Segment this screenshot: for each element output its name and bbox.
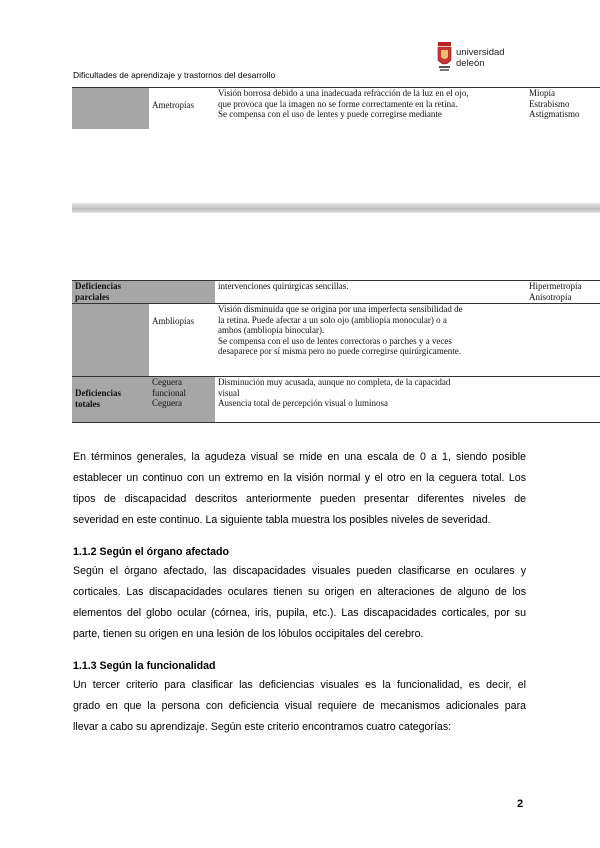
table-top [72,88,600,129]
paragraph-line: Según el órgano afectado, las discapacidades visuales pueden clasificarse en oculares y [73,565,526,577]
examples-cell [526,88,600,129]
category-cell [72,281,149,304]
type-line: Ceguera [152,398,182,408]
paragraph-line: tipos de discapacidad descritos anteriormente pueden presentar diferentes niveles de [73,493,526,505]
description-line: Visión borrosa debido a una inadecuada refracción de la luz en el ojo, [218,88,469,98]
paragraph-line: Un tercer criterio para clasificar las deficiencias visuales es la funcionalidad, es decir, el [73,679,526,691]
examples-cell [526,304,600,377]
description-line: que provoca que la imagen no se forme correctamente en la retina. [218,98,458,109]
examples-cell [526,377,600,423]
description-line: intervenciones quirúrgicas sencillas. [218,281,349,291]
table-bottom [72,280,600,422]
category-line: Deficiencias [75,281,121,291]
description-line: Visión disminuida que se origina por una imperfecta sensibilidad de [218,304,463,314]
description-line: Se compensa con el uso de lentes y puede corregirse mediante [218,109,442,119]
category-cell [72,88,149,129]
examples-cell [526,281,600,304]
type-cell: Ametropías [152,100,194,110]
university-crest-icon [436,40,453,74]
table-row [72,88,600,129]
logo-text-line2: deleón [456,58,485,69]
type-cell [149,281,215,304]
type-cell [149,377,215,423]
category-cell [72,304,149,377]
table-row [72,304,600,377]
paragraph-line: llevar a cabo su aprendizaje. Según este criterio encontramos cuatro categorías: [73,721,452,733]
type-cell: Ambliopías [152,316,194,326]
description-line: Ausencia total de percepción visual o luminosa [218,398,388,408]
table-row [72,281,600,304]
description-line: ambos (ambliopía binocular). [218,325,325,335]
paragraph-line: parte, tienen su origen en una lesión de los lóbulos occipitales del cerebro. [73,628,424,640]
description-line: la retina. Puede afectar a un solo ojo (ambliopía monocular) o a [218,314,447,325]
paragraph-line: severidad en este continuo. La siguiente tabla muestra los posibles niveles de severidad. [73,514,491,526]
category-line: parciales [75,291,110,302]
paragraph-line: elementos del globo ocular (córnea, iris, pupila, etc.). Las discapacidades corticales, por su [73,607,526,619]
category-line: Deficiencias [75,388,121,398]
paragraph-organ [73,561,526,645]
type-line: Ceguera [152,377,182,387]
description-line: desaparece por sí misma pero no puede corregirse quirúrgicamente. [218,346,461,356]
page-separator [72,203,600,213]
example-item: Astigmatismo [529,109,580,119]
example-item: Anisotropía [529,291,572,302]
description-cell [215,377,526,423]
example-item: Miopía [529,88,555,98]
description-line: Se compensa con el uso de lentes correctoras o parches y a veces [218,335,452,346]
category-line: totales [75,398,100,409]
section-heading: 1.1.3 Según la funcionalidad [73,660,216,672]
paragraph-line: corticales. Las discapacidades oculares tienen su origen en alteraciones de alguno de los [73,586,526,598]
paragraph-line: grado en que la persona con deficiencia visual requiere de mecanismos adicionales para [73,700,526,712]
description-line: visual [218,387,240,398]
logo-text-line1: universidad [456,47,505,58]
table-bottom-border [72,422,600,423]
table-row [72,377,600,423]
description-cell [215,281,526,304]
section-heading: 1.1.2 Según el órgano afectado [73,546,230,558]
description-cell [215,304,526,377]
paragraph-functionality [73,675,526,738]
description-cell [215,88,526,129]
paragraph-line: En términos generales, la agudeza visual se mide en una escala de 0 a 1, siendo posible [73,451,526,463]
paragraph-severity [73,447,526,531]
running-header: Dificultades de aprendizaje y trastornos del desarrollo [73,70,276,80]
type-line: funcional [152,387,186,398]
example-item: Hipermetropía [529,281,582,291]
description-line: Disminución muy acusada, aunque no completa, de la capacidad [218,377,451,387]
paragraph-line: establecer un continuo con un extremo en la visión normal y el otro en la ceguera total. Los [73,472,526,484]
page-number: 2 [517,798,524,810]
category-cell [72,377,149,423]
example-item: Estrabismo [529,98,570,109]
